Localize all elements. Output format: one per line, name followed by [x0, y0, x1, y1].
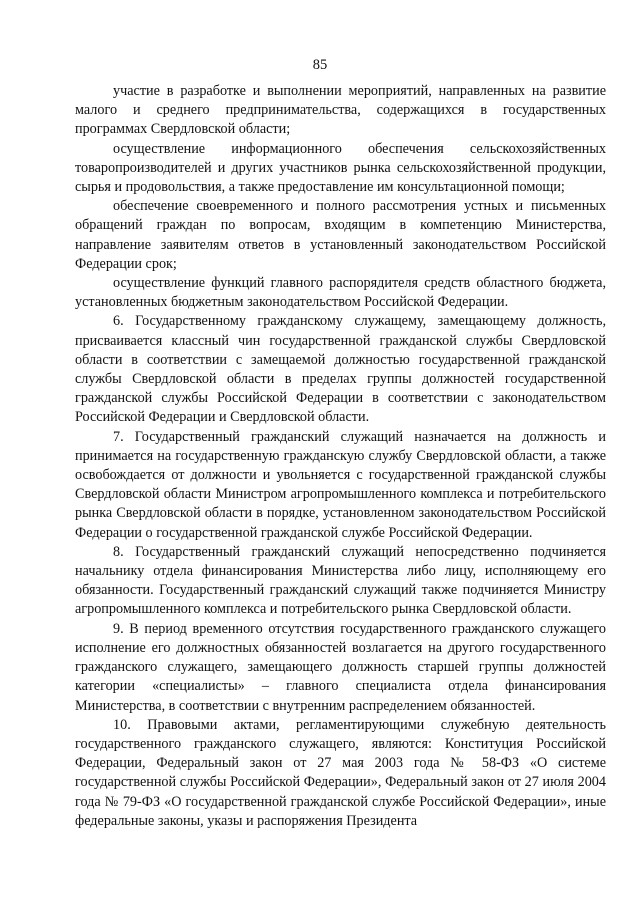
- paragraph-item-6: 6. Государственному гражданскому служащему, замещающему должность, присваивается классный чин государственной гражданской службы Свердловской области в соответствии с замещаемой должностью государственной гражданской службы Свердловской области в пределах группы должностей государственной гражданской службы Российской Федерации в соответствии с законодательством Российской Федерации и Свердловской области.: [75, 313, 606, 426]
- document-body: [75, 82, 606, 831]
- paragraph: осуществление информационного обеспечения сельскохозяйственных товаропроизводителей и других участников рынка сельскохозяйственной продукции, сырья и продовольствия, а также предоставление им консультационной помощи;: [75, 140, 606, 196]
- paragraph-item-8: 8. Государственный гражданский служащий непосредственно подчиняется начальнику отдела финансирования Министерства либо лицу, исполняющему его обязанности. Государственный гражданский служащий также подчиняется Министру агропромышленного комплекса и потребительского рынка Свердловской области.: [75, 543, 606, 618]
- paragraph-item-10: 10. Правовыми актами, регламентирующими служебную деятельность государственного гражданского служащего, являются: Конституция Российской Федерации, Федеральный закон от 27 мая 2003 года № 58-ФЗ «О системе государственной службы Российской Федерации», Федеральный закон от 27 июля 2004 года № 79-ФЗ «О государственной гражданской службе Российской Федерации», иные федеральные законы, указы и распоряжения Президента: [75, 716, 606, 829]
- paragraph: осуществление функций главного распорядителя средств областного бюджета, установленных бюджетным законодательством Российской Федерации.: [75, 275, 606, 311]
- paragraph: участие в разработке и выполнении мероприятий, направленных на развитие малого и среднего предпринимательства, содержащихся в государственных программах Свердловской области;: [75, 83, 606, 138]
- paragraph: обеспечение своевременного и полного рассмотрения устных и письменных обращений граждан по вопросам, входящим в компетенцию Министерства, направление заявителям ответов в установленный законодательством Российской Федерации срок;: [75, 198, 606, 272]
- paragraph-item-9: 9. В период временного отсутствия государственного гражданского служащего исполнение его должностных обязанностей возлагается на другого государственного гражданского служащего, замещающего должность старшей группы должностей категории «специалисты» – главного специалиста отдела финансирования Министерства, в соответствии с внутренним распределением обязанностей.: [75, 620, 606, 714]
- page-number: 85: [312, 57, 328, 73]
- paragraph-item-7: 7. Государственный гражданский служащий назначается на должность и принимается на государственную гражданскую службу Свердловской области, а также освобождается от должности и увольняется с государственной гражданской службы Свердловской области Министром агропромышленного комплекса и потребительского рынка Свердловской области в порядке, установленном законодательством Российской Федерации о государственной гражданской службе Российской Федерации.: [75, 428, 606, 541]
